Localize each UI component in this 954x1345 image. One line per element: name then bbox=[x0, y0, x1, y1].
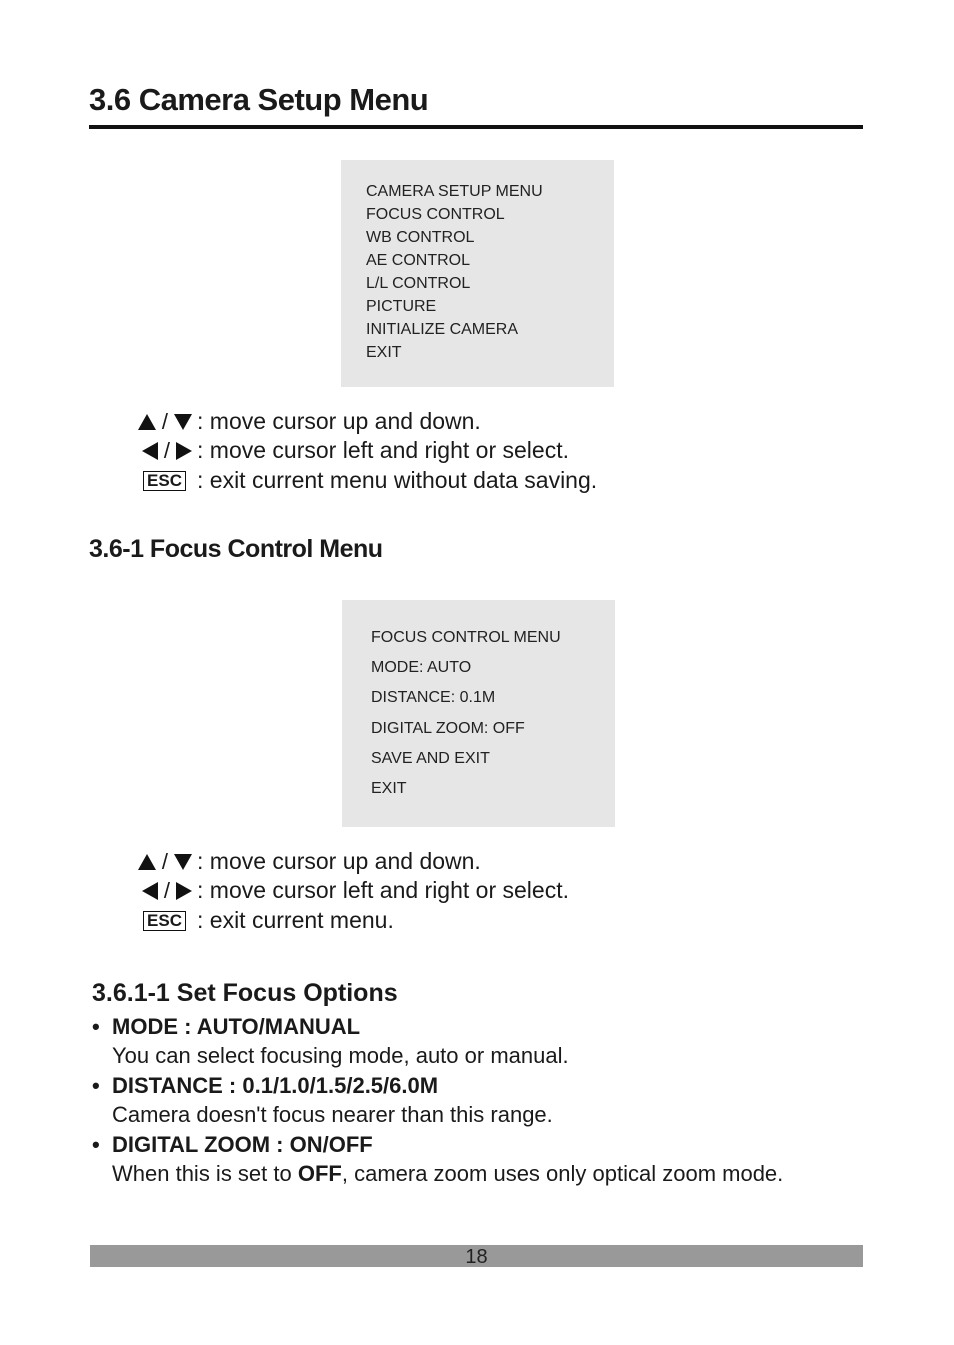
up-arrow-icon bbox=[138, 414, 156, 430]
menu-item: FOCUS CONTROL bbox=[366, 206, 505, 223]
down-arrow-icon bbox=[174, 414, 192, 430]
option-digital-zoom-heading bbox=[92, 1132, 373, 1158]
key-description: : move cursor up and down. bbox=[197, 408, 481, 434]
bullet-icon: • bbox=[92, 1014, 100, 1039]
right-arrow-icon bbox=[176, 442, 192, 460]
subsection-title: 3.6-1 Focus Control Menu bbox=[89, 535, 383, 563]
option-mode-heading bbox=[92, 1014, 360, 1040]
key-separator: / bbox=[161, 849, 168, 874]
bullet-icon: • bbox=[92, 1132, 100, 1157]
menu-item: DIGITAL ZOOM: OFF bbox=[371, 720, 525, 737]
key-description: : move cursor left and right or select. bbox=[197, 437, 569, 463]
desc-text: When this is set to bbox=[112, 1161, 298, 1186]
key-row-leftright bbox=[0, 437, 954, 465]
key-separator: / bbox=[161, 409, 168, 434]
page-number: 18 bbox=[465, 1246, 488, 1268]
option-heading-text: DISTANCE : 0.1/1.0/1.5/2.5/6.0M bbox=[112, 1073, 439, 1098]
key-glyph bbox=[128, 877, 192, 905]
key-row-updown bbox=[0, 848, 954, 876]
focus-control-menu-panel bbox=[342, 600, 615, 827]
down-arrow-icon bbox=[174, 854, 192, 870]
option-heading-text: MODE : AUTO/MANUAL bbox=[112, 1014, 361, 1039]
key-row-updown bbox=[0, 408, 954, 436]
camera-setup-menu-panel bbox=[341, 160, 614, 387]
title-rule bbox=[89, 125, 863, 129]
bullet-icon: • bbox=[92, 1073, 100, 1098]
left-arrow-icon bbox=[142, 442, 158, 460]
key-glyph bbox=[128, 848, 192, 876]
key-separator: / bbox=[163, 438, 170, 463]
menu-item: WB CONTROL bbox=[366, 229, 475, 246]
key-glyph bbox=[128, 467, 186, 495]
key-description: : exit current menu without data saving. bbox=[197, 467, 598, 493]
menu-item: EXIT bbox=[371, 780, 407, 797]
key-row-esc bbox=[0, 467, 954, 495]
key-row-leftright bbox=[0, 877, 954, 905]
option-heading-text: DIGITAL ZOOM : ON/OFF bbox=[112, 1132, 373, 1157]
menu-item: DISTANCE: 0.1M bbox=[371, 689, 496, 706]
menu-item: SAVE AND EXIT bbox=[371, 750, 490, 767]
left-arrow-icon bbox=[142, 882, 158, 900]
up-arrow-icon bbox=[138, 854, 156, 870]
key-glyph bbox=[128, 437, 192, 465]
menu-item: INITIALIZE CAMERA bbox=[366, 321, 519, 338]
esc-key-icon: ESC bbox=[143, 911, 186, 931]
section-title: 3.6 Camera Setup Menu bbox=[89, 82, 429, 117]
key-separator: / bbox=[163, 878, 170, 903]
option-distance-heading bbox=[92, 1073, 438, 1099]
esc-key-icon: ESC bbox=[143, 471, 186, 491]
key-description: : move cursor up and down. bbox=[197, 848, 481, 874]
menu-item: AE CONTROL bbox=[366, 252, 471, 269]
right-arrow-icon bbox=[176, 882, 192, 900]
key-row-esc bbox=[0, 907, 954, 935]
menu-item: CAMERA SETUP MENU bbox=[366, 183, 543, 200]
key-glyph bbox=[128, 408, 192, 436]
menu-item: FOCUS CONTROL MENU bbox=[371, 629, 561, 646]
menu-item: L/L CONTROL bbox=[366, 275, 471, 292]
option-mode-description: You can select focusing mode, auto or manual. bbox=[112, 1043, 569, 1068]
menu-item: PICTURE bbox=[366, 298, 437, 315]
menu-item: MODE: AUTO bbox=[371, 659, 472, 676]
key-glyph bbox=[128, 907, 186, 935]
option-distance-description: Camera doesn't focus nearer than this range. bbox=[112, 1102, 553, 1127]
key-description: : exit current menu. bbox=[197, 907, 394, 933]
menu-item: EXIT bbox=[366, 344, 402, 361]
desc-text: , camera zoom uses only optical zoom mode. bbox=[341, 1161, 784, 1186]
options-title: 3.6.1-1 Set Focus Options bbox=[92, 979, 398, 1007]
desc-emphasis: OFF bbox=[297, 1161, 342, 1186]
key-description: : move cursor left and right or select. bbox=[197, 877, 569, 903]
option-digital-zoom-description bbox=[112, 1161, 783, 1187]
